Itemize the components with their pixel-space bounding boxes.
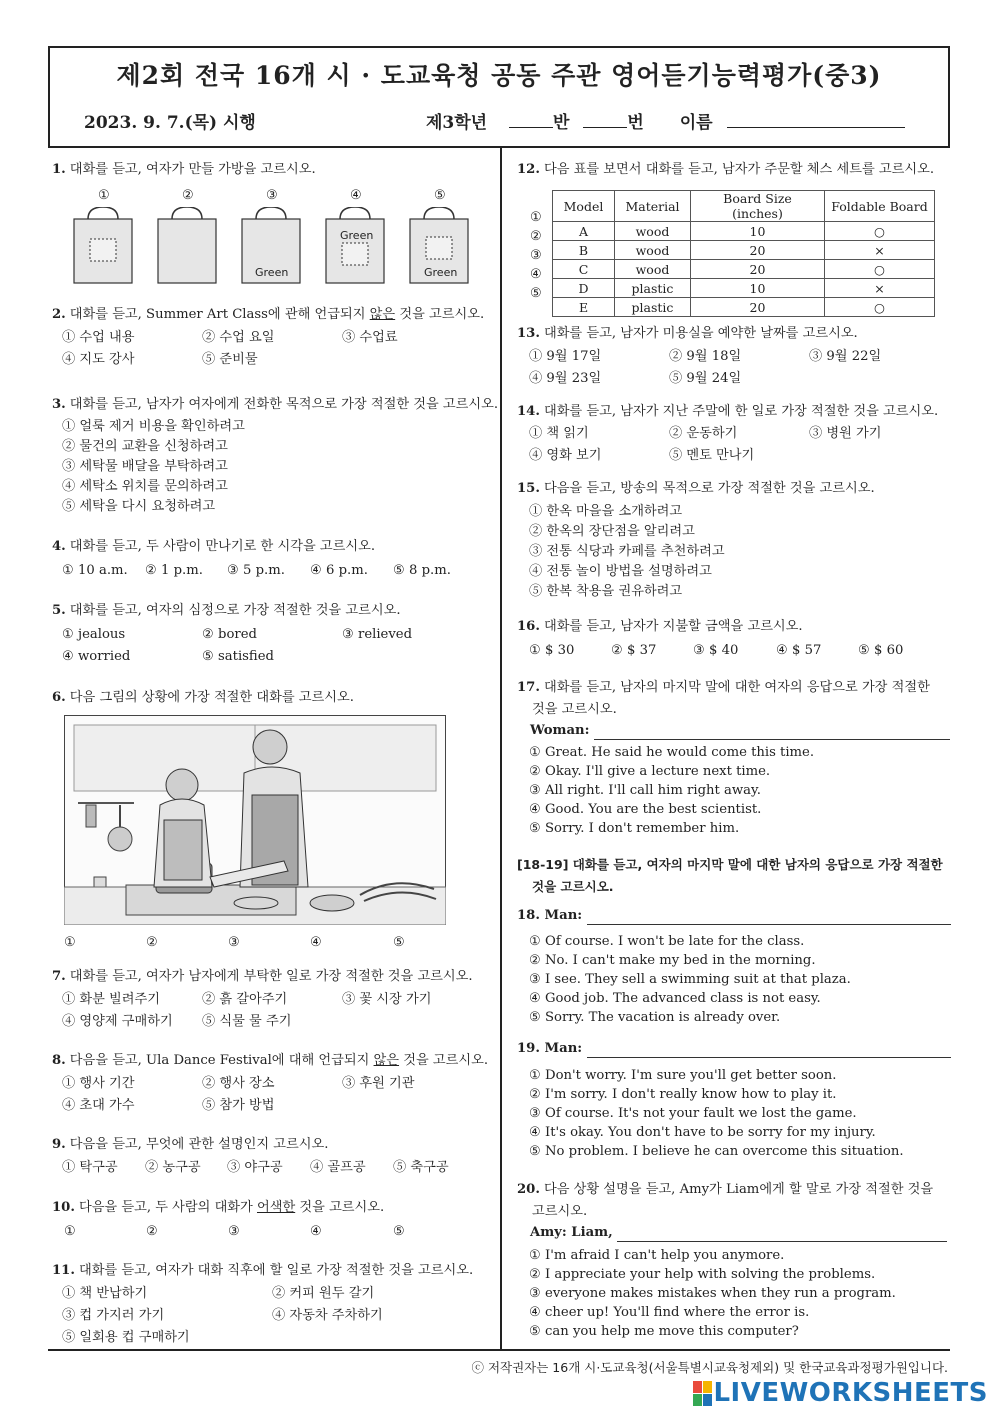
bag-2-icon[interactable]: [156, 207, 218, 285]
q7-option-3[interactable]: ③ 꽃 시장 가기: [342, 992, 432, 1007]
q16-option-2[interactable]: ② $ 37: [611, 643, 657, 658]
q8-option-3[interactable]: ③ 후원 기관: [342, 1076, 415, 1091]
grade-label: 제3학년: [426, 113, 488, 133]
q10-label-5[interactable]: ⑤: [393, 1224, 405, 1239]
q15-option-2[interactable]: ② 한옥의 장단점을 알리려고: [529, 524, 695, 539]
q19-option-4[interactable]: ④ It's okay. You don't have to be sorry for my injury.: [529, 1125, 876, 1140]
bag-1-icon[interactable]: [72, 207, 134, 285]
q14-option-4[interactable]: ④ 영화 보기: [529, 448, 602, 463]
q17-option-1[interactable]: ① Great. He said he would come this time.: [529, 745, 815, 760]
exam-header: [48, 46, 950, 148]
header-foldable: Foldable Board: [825, 191, 935, 222]
question-1-text: 대화를 듣고, 여자가 만들 가방을 고르시오.: [69, 162, 316, 177]
q18-option-3[interactable]: ③ I see. They sell a swimming suit at that plaza.: [529, 972, 851, 987]
q15-option-1[interactable]: ① 한옥 마을을 소개하려고: [529, 504, 683, 519]
q6-label-1[interactable]: ①: [64, 935, 76, 950]
q12-label-1[interactable]: ①: [530, 210, 542, 225]
question-12: 12. 다음 표를 보면서 대화를 듣고, 남자가 주문할 체스 세트를 고르시오.: [517, 162, 935, 177]
q5-option-3[interactable]: ③ relieved: [342, 627, 413, 642]
q4-option-1[interactable]: ① 10 a.m.: [62, 563, 128, 578]
question-17: 17. 대화를 듣고, 남자의 마지막 말에 대한 여자의 응답으로 가장 적절한: [517, 680, 930, 695]
question-19: 19. Man:: [517, 1040, 951, 1058]
q16-option-4[interactable]: ④ $ 57: [776, 643, 822, 658]
bag-4-icon[interactable]: [324, 207, 386, 285]
q7-option-2[interactable]: ② 흙 갈아주기: [202, 992, 288, 1007]
q20-speaker: Amy: Liam,: [530, 1225, 613, 1240]
q1-label-1[interactable]: ①: [98, 188, 110, 203]
q18-option-4[interactable]: ④ Good job. The advanced class is not easy.: [529, 991, 821, 1006]
bag-5-text: Green: [424, 266, 458, 279]
q4-option-2[interactable]: ② 1 p.m.: [145, 563, 203, 578]
q20-option-2[interactable]: ② I appreciate your help with solving the problems.: [529, 1267, 876, 1282]
question-8: 8. 다음을 듣고, Ula Dance Festival에 대해 언급되지 않은 것을 고르시오.: [52, 1053, 489, 1068]
q10-label-2[interactable]: ②: [146, 1224, 158, 1239]
liveworksheets-brand[interactable]: LIVEWORKSHEETS: [713, 1378, 988, 1408]
q20-answer-input[interactable]: [617, 1241, 947, 1242]
question-9: 9. 다음을 듣고, 무엇에 관한 설명인지 고르시오.: [52, 1137, 329, 1152]
question-13: 13. 대화를 듣고, 남자가 미용실을 예약한 날짜를 고르시오.: [517, 326, 858, 341]
q8-option-1[interactable]: ① 행사 기간: [62, 1076, 135, 1091]
name-label: 이름: [679, 113, 713, 133]
q13-option-2[interactable]: ② 9월 18일: [669, 349, 742, 364]
q7-option-5[interactable]: ⑤ 식물 물 주기: [202, 1014, 292, 1029]
class-label: 반: [553, 113, 570, 133]
q12-label-5[interactable]: ⑤: [530, 286, 542, 301]
copyright-notice: ⓒ 저작권자는 16개 시·도교육청(서울특별시교육청제외) 및 한국교육과정평가원입니다.: [471, 1360, 948, 1375]
exam-date: 2023. 9. 7.(목) 시행: [84, 113, 256, 133]
question-10: 10. 다음을 듣고, 두 사람의 대화가 어색한 것을 고르시오.: [52, 1200, 385, 1215]
q13-option-5[interactable]: ⑤ 9월 24일: [669, 371, 742, 386]
q2-option-4[interactable]: ④ 지도 강사: [62, 352, 135, 367]
student-info: [426, 108, 905, 133]
q17-option-4[interactable]: ④ Good. You are the best scientist.: [529, 802, 762, 817]
kitchen-cooking-illustration: [64, 715, 446, 925]
q3-option-1[interactable]: ① 얼룩 제거 비용을 확인하려고: [62, 419, 245, 434]
header-material: Material: [615, 191, 691, 222]
q19-option-2[interactable]: ② I'm sorry. I don't really know how to play it.: [529, 1087, 837, 1102]
q15-option-3[interactable]: ③ 전통 식당과 카페를 추천하려고: [529, 544, 725, 559]
q20-answer-line: [530, 1224, 947, 1242]
q14-option-2[interactable]: ② 운동하기: [669, 426, 738, 441]
q12-label-2[interactable]: ②: [530, 229, 542, 244]
q2-option-1[interactable]: ① 수업 내용: [62, 330, 135, 345]
q4-option-3[interactable]: ③ 5 p.m.: [227, 563, 285, 578]
q20-option-5[interactable]: ⑤ can you help me move this computer?: [529, 1324, 799, 1339]
question-17-line2: 것을 고르시오.: [532, 702, 617, 717]
q8-option-5[interactable]: ⑤ 참가 방법: [202, 1098, 275, 1113]
q19-option-3[interactable]: ③ Of course. It's not your fault we lost the game.: [529, 1106, 857, 1121]
q17-answer-input[interactable]: [594, 739, 950, 740]
q4-option-4[interactable]: ④ 6 p.m.: [310, 563, 368, 578]
question-5: 5. 대화를 듣고, 여자의 심정으로 가장 적절한 것을 고르시오.: [52, 603, 401, 618]
q18-answer-input[interactable]: [587, 924, 951, 925]
question-3: 3. 대화를 듣고, 남자가 여자에게 전화한 목적으로 가장 적절한 것을 고르시오.: [52, 397, 499, 412]
number-input[interactable]: [583, 111, 627, 128]
bottom-rule: [48, 1349, 950, 1351]
header-model: Model: [553, 191, 615, 222]
q17-option-3[interactable]: ③ All right. I'll call him right away.: [529, 783, 761, 798]
q18-option-1[interactable]: ① Of course. I won't be late for the class.: [529, 934, 805, 949]
q15-option-4[interactable]: ④ 전통 놀이 방법을 설명하려고: [529, 564, 712, 579]
q1-label-2[interactable]: ②: [182, 188, 194, 203]
q7-option-4[interactable]: ④ 영양제 구매하기: [62, 1014, 173, 1029]
q19-option-5[interactable]: ⑤ No problem. I believe he can overcome this situation.: [529, 1144, 904, 1159]
question-15: 15. 다음을 듣고, 방송의 목적으로 가장 적절한 것을 고르시오.: [517, 481, 875, 496]
q18-option-5[interactable]: ⑤ Sorry. The vacation is already over.: [529, 1010, 781, 1025]
q4-option-5[interactable]: ⑤ 8 p.m.: [393, 563, 451, 578]
q3-option-5[interactable]: ⑤ 세탁을 다시 요청하려고: [62, 499, 216, 514]
q16-option-3[interactable]: ③ $ 40: [693, 643, 739, 658]
q11-option-2[interactable]: ② 커피 원두 갈기: [272, 1286, 375, 1301]
group-18-19-instruction: [18-19] 대화를 듣고, 여자의 마지막 말에 대한 남자의 응답으로 가장 적절한: [517, 857, 943, 872]
question-7: 7. 대화를 듣고, 여자가 남자에게 부탁한 일로 가장 적절한 것을 고르시오.: [52, 969, 473, 984]
table-row: D plastic 10 ×: [553, 279, 935, 298]
q14-option-1[interactable]: ① 책 읽기: [529, 426, 589, 441]
q13-option-1[interactable]: ① 9월 17일: [529, 349, 602, 364]
question-20: 20. 다음 상황 설명을 듣고, Amy가 Liam에게 할 말로 가장 적절한 것을: [517, 1182, 934, 1197]
q1-label-3[interactable]: ③: [266, 188, 278, 203]
q11-option-5[interactable]: ⑤ 일회용 컵 구매하기: [62, 1330, 190, 1345]
question-14: 14. 대화를 듣고, 남자가 지난 주말에 한 일로 가장 적절한 것을 고르시오.: [517, 404, 939, 419]
question-2: 2. 대화를 듣고, Summer Art Class에 관해 언급되지 않은 것을 고르시오.: [52, 307, 485, 322]
q7-option-1[interactable]: ① 화분 빌려주기: [62, 992, 161, 1007]
table-row: A wood 10 ○: [553, 222, 935, 241]
q2-option-3[interactable]: ③ 수업료: [342, 330, 398, 345]
table-row: B wood 20 ×: [553, 241, 935, 260]
q20-option-3[interactable]: ③ everyone makes mistakes when they run a program.: [529, 1286, 896, 1301]
q11-option-4[interactable]: ④ 자동차 주차하기: [272, 1308, 383, 1323]
question-16: 16. 대화를 듣고, 남자가 지불할 금액을 고르시오.: [517, 619, 803, 634]
q6-label-2[interactable]: ②: [146, 935, 158, 950]
q3-option-3[interactable]: ③ 세탁물 배달을 부탁하려고: [62, 459, 228, 474]
question-6: 6. 다음 그림의 상황에 가장 적절한 대화를 고르시오.: [52, 690, 354, 705]
q12-label-3[interactable]: ③: [530, 248, 542, 263]
q20-option-4[interactable]: ④ cheer up! You'll find where the error is.: [529, 1305, 810, 1320]
q3-option-4[interactable]: ④ 세탁소 위치를 문의하려고: [62, 479, 228, 494]
q9-option-5[interactable]: ⑤ 축구공: [393, 1160, 449, 1175]
q5-option-1[interactable]: ① jealous: [62, 627, 126, 642]
q9-option-3[interactable]: ③ 야구공: [227, 1160, 283, 1175]
number-label: 번: [627, 113, 644, 133]
q17-speaker: Woman:: [530, 723, 590, 738]
column-divider: [500, 148, 502, 1349]
q17-answer-line: [530, 722, 950, 740]
q11-option-3[interactable]: ③ 컵 가지러 가기: [62, 1308, 165, 1323]
bag-4-text: Green: [340, 229, 374, 242]
q5-option-5[interactable]: ⑤ satisfied: [202, 649, 274, 664]
q5-option-2[interactable]: ② bored: [202, 627, 257, 642]
q13-option-4[interactable]: ④ 9월 23일: [529, 371, 602, 386]
table-header-row: [553, 191, 935, 222]
question-1: 1. 대화를 듣고, 여자가 만들 가방을 고르시오.: [52, 162, 316, 177]
q10-label-1[interactable]: ①: [64, 1224, 76, 1239]
q19-answer-input[interactable]: [587, 1057, 951, 1058]
q2-option-5[interactable]: ⑤ 준비물: [202, 352, 258, 367]
q16-option-1[interactable]: ① $ 30: [529, 643, 575, 658]
q2-option-2[interactable]: ② 수업 요일: [202, 330, 275, 345]
q1-label-4[interactable]: ④: [350, 188, 362, 203]
class-input[interactable]: [509, 111, 553, 128]
table-row: C wood 20 ○: [553, 260, 935, 279]
q18-option-2[interactable]: ② No. I can't make my bed in the morning.: [529, 953, 816, 968]
q1-label-5[interactable]: ⑤: [434, 188, 446, 203]
q8-option-2[interactable]: ② 행사 장소: [202, 1076, 275, 1091]
q19-option-1[interactable]: ① Don't worry. I'm sure you'll get better soon.: [529, 1068, 837, 1083]
q17-option-5[interactable]: ⑤ Sorry. I don't remember him.: [529, 821, 740, 836]
q13-option-3[interactable]: ③ 9월 22일: [809, 349, 882, 364]
group-18-19-instruction-line2: 것을 고르시오.: [532, 879, 614, 894]
q6-label-5[interactable]: ⑤: [393, 935, 405, 950]
q12-label-4[interactable]: ④: [530, 267, 542, 282]
q16-option-5[interactable]: ⑤ $ 60: [858, 643, 904, 658]
chess-set-table: [552, 190, 935, 317]
question-11: 11. 대화를 듣고, 여자가 대화 직후에 할 일로 가장 적절한 것을 고르시오.: [52, 1263, 474, 1278]
q3-option-2[interactable]: ② 물건의 교환을 신청하려고: [62, 439, 228, 454]
question-4: 4. 대화를 듣고, 두 사람이 만나기로 한 시각을 고르시오.: [52, 539, 376, 554]
q9-option-4[interactable]: ④ 골프공: [310, 1160, 366, 1175]
bag-3-text: Green: [255, 266, 289, 279]
q8-option-4[interactable]: ④ 초대 가수: [62, 1098, 135, 1113]
name-input[interactable]: [727, 111, 905, 128]
q14-option-5[interactable]: ⑤ 멘토 만나기: [669, 448, 755, 463]
exam-title: 제2회 전국 16개 시 · 도교육청 공동 주관 영어듣기능력평가(중3): [116, 61, 882, 90]
q20-option-1[interactable]: ① I'm afraid I can't help you anymore.: [529, 1248, 785, 1263]
q9-option-2[interactable]: ② 농구공: [145, 1160, 201, 1175]
q6-label-3[interactable]: ③: [228, 935, 240, 950]
q11-option-1[interactable]: ① 책 반납하기: [62, 1286, 148, 1301]
q10-label-4[interactable]: ④: [310, 1224, 322, 1239]
question-20-line2: 고르시오.: [532, 1204, 588, 1219]
table-row: E plastic 20 ○: [553, 298, 935, 317]
q17-option-2[interactable]: ② Okay. I'll give a lecture next time.: [529, 764, 771, 779]
liveworksheets-logo-icon: [693, 1381, 713, 1407]
q5-option-4[interactable]: ④ worried: [62, 649, 131, 664]
q10-label-3[interactable]: ③: [228, 1224, 240, 1239]
q14-option-3[interactable]: ③ 병원 가기: [809, 426, 882, 441]
header-board-size: Board Size (inches): [691, 191, 825, 222]
q15-option-5[interactable]: ⑤ 한복 착용을 권유하려고: [529, 584, 683, 599]
question-18: 18. Man:: [517, 907, 951, 925]
q6-label-4[interactable]: ④: [310, 935, 322, 950]
q9-option-1[interactable]: ① 탁구공: [62, 1160, 118, 1175]
